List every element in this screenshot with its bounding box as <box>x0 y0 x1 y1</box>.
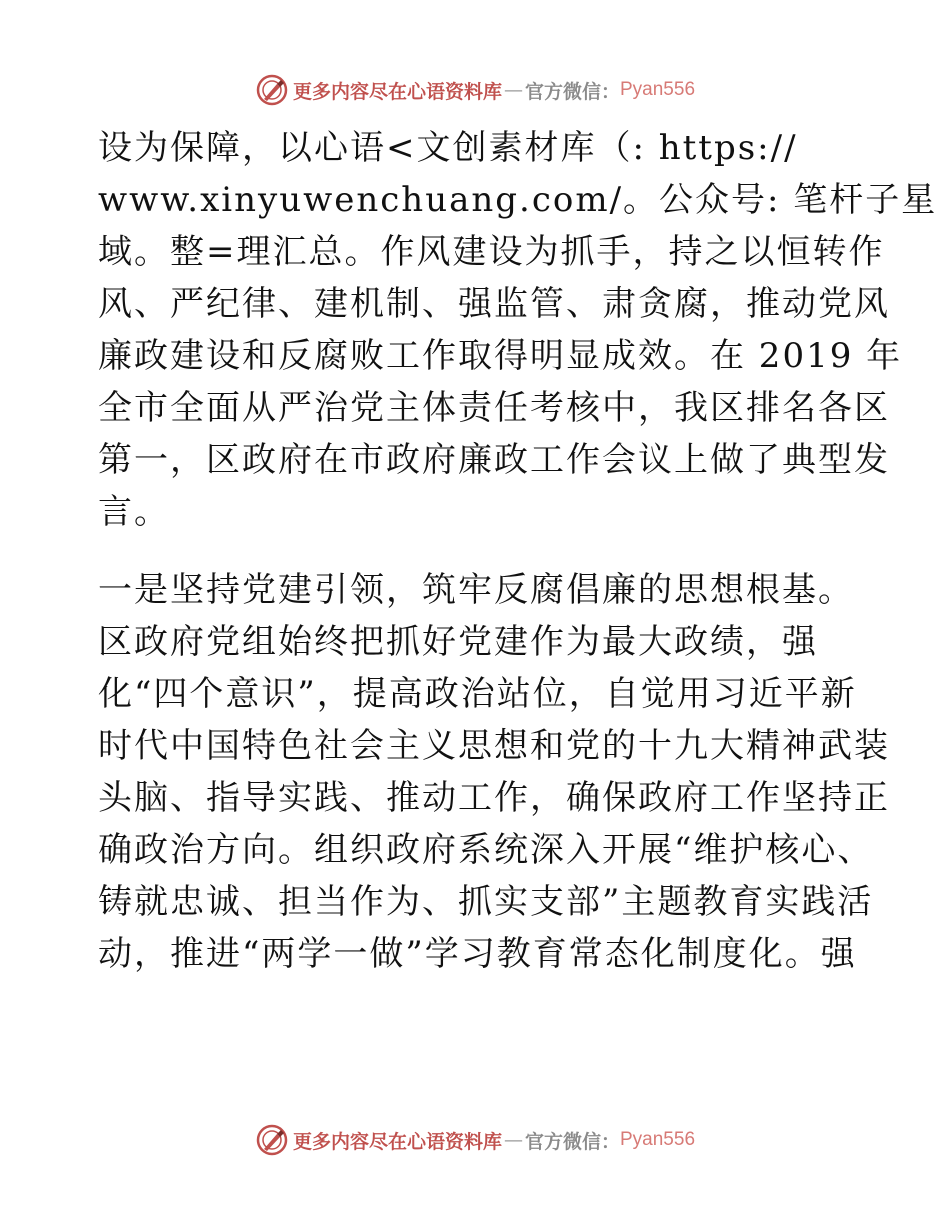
text-line: 全市全面从严治党主体责任考核中，我区排名各区 <box>98 388 890 428</box>
banner-label: 官方微信： <box>524 80 620 103</box>
text-line: 时代中国特色社会主义思想和党的十九大精神武装 <box>98 726 890 766</box>
text-line: 第一，区政府在市政府廉政工作会议上做了典型发 <box>98 440 890 480</box>
text-line: 确政治方向。组织政府系统深入开展“维护核心、 <box>98 830 874 870</box>
text-line: 动，推进“两学一做”学习教育常态化制度化。强 <box>98 934 857 974</box>
banner-brand: 更多内容尽在心语资料库 <box>292 1130 502 1153</box>
footer-banner <box>0 1120 950 1160</box>
text-line: 铸就忠诚、担当作为、抓实支部”主题教育实践活 <box>98 882 874 922</box>
banner-wechat-id: Pyan556 <box>620 79 696 100</box>
banner-wechat-id: Pyan556 <box>620 1129 696 1150</box>
paragraph-gap <box>98 538 858 564</box>
document-body <box>98 122 938 980</box>
banner-separator: — <box>503 79 523 101</box>
header-banner <box>0 70 950 110</box>
text-line: 设为保障，以心语<文创素材库（: https:// <box>98 128 798 168</box>
pen-logo-icon <box>255 1123 289 1157</box>
text-line: www.xinyuwenchuang.com/。公众号: 笔杆子星 <box>98 180 938 220</box>
paragraph <box>98 122 938 538</box>
paragraph <box>98 564 890 980</box>
banner-label: 官方微信： <box>524 1130 620 1153</box>
text-line: 一是坚持党建引领，筑牢反腐倡廉的思想根基。 <box>98 570 854 610</box>
text-line: 头脑、指导实践、推动工作，确保政府工作坚持正 <box>98 778 890 818</box>
text-line: 区政府党组始终把抓好党建作为最大政绩，强 <box>98 622 818 662</box>
pen-logo-icon <box>255 73 289 107</box>
banner-separator: — <box>503 1129 523 1151</box>
text-line: 化“四个意识”，提高政治站位，自觉用习近平新 <box>98 674 857 714</box>
text-line: 风、严纪律、建机制、强监管、肃贪腐，推动党风 <box>98 284 890 324</box>
banner-brand: 更多内容尽在心语资料库 <box>292 80 502 103</box>
text-line: 廉政建设和反腐败工作取得明显成效。在 2019 年 <box>98 336 903 376</box>
text-line: 言。 <box>98 492 170 532</box>
text-line: 域。整=理汇总。作风建设为抓手，持之以恒转作 <box>98 232 885 272</box>
